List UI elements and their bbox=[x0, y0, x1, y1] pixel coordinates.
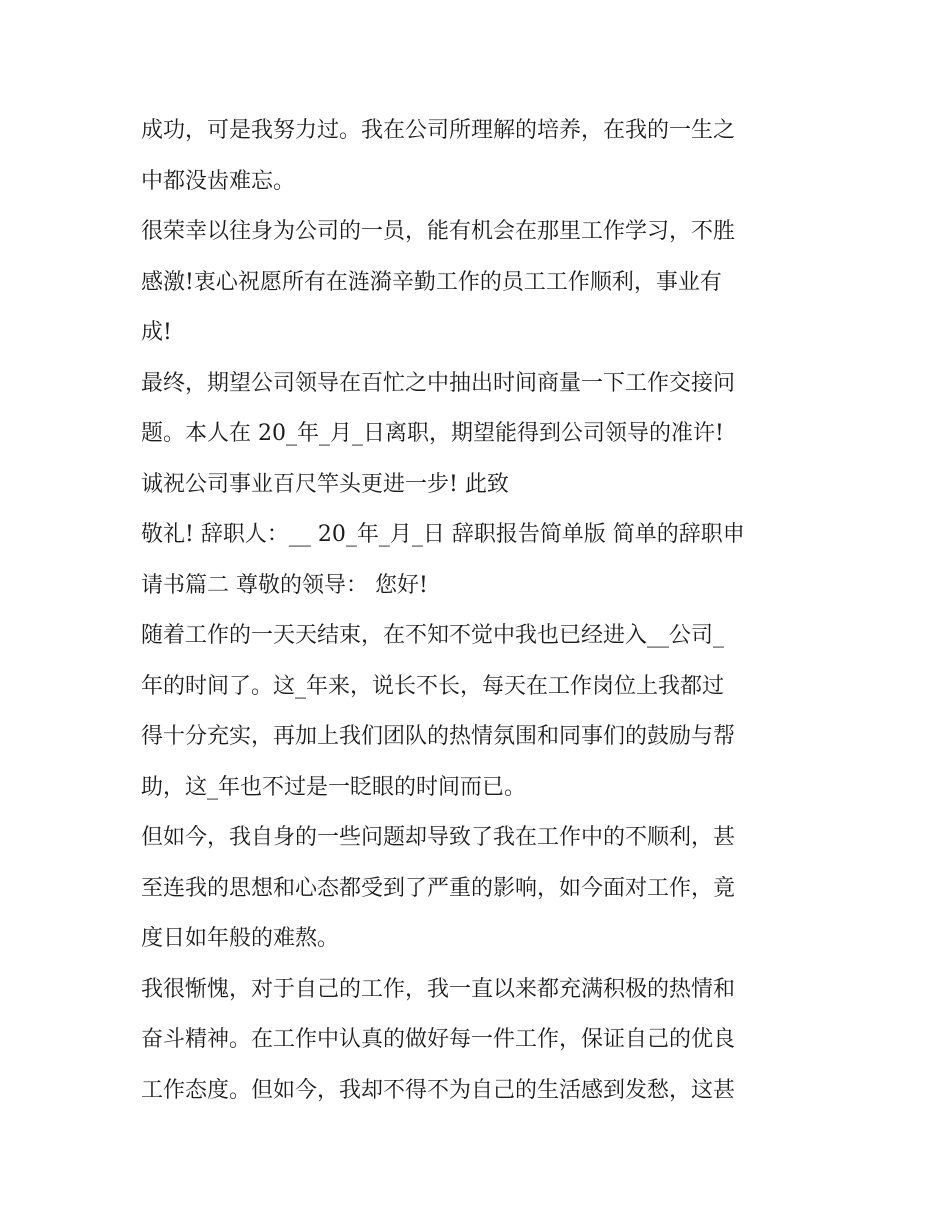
text-line: 奋斗精神。在工作中认真的做好每一件工作，保证自己的优良 bbox=[141, 1027, 736, 1052]
text-line: 助，这_年也不过是一眨眼的时间而已。 bbox=[141, 774, 527, 800]
text-line: 诚祝公司事业百尺竿头更进一步! 此致 bbox=[141, 471, 509, 497]
text-line: 最终，期望公司领导在百忙之中抽出时间商量一下工作交接问 bbox=[141, 370, 736, 396]
text-line: 至连我的思想和心态都受到了严重的影响，如今面对工作，竟 bbox=[141, 875, 736, 901]
text-line: 年的时间了。这_年来，说长不长，每天在工作岗位上我都过 bbox=[141, 673, 725, 699]
text-line: 中都没齿难忘。 bbox=[141, 168, 296, 194]
text-line: 但如今，我自身的一些问题却导致了我在工作中的不顺利，甚 bbox=[141, 825, 736, 850]
text-line: 成功，可是我努力过。我在公司所理解的培养，在我的一生之 bbox=[141, 118, 736, 143]
text-line: 很荣幸以往身为公司的一员，能有机会在那里工作学习，不胜 bbox=[141, 219, 736, 244]
text-line: 随着工作的一天天结束，在不知不觉中我也已经进入__公司_ bbox=[141, 623, 725, 648]
text-line: 敬礼! 辞职人：__ 20_年_月_日 辞职报告简单版 简单的辞职申 bbox=[141, 522, 745, 547]
text-line: 请书篇二 尊敬的领导： 您好! bbox=[141, 572, 428, 598]
text-line: 题。本人在 20_年_月_日离职，期望能得到公司领导的准许! bbox=[141, 421, 724, 446]
text-line: 工作态度。但如今，我却不得不为自己的生活感到发愁，这甚 bbox=[141, 1077, 736, 1103]
text-line: 得十分充实，再加上我们团队的热情氛围和同事们的鼓励与帮 bbox=[141, 724, 736, 749]
text-line: 感激!衷心祝愿所有在涟漪辛勤工作的员工工作顺利，事业有 bbox=[141, 269, 722, 295]
text-line: 我很惭愧，对于自己的工作，我一直以来都充满积极的热情和 bbox=[141, 976, 736, 1002]
text-line: 度日如年般的难熬。 bbox=[141, 926, 340, 951]
text-line: 成! bbox=[141, 320, 172, 345]
document-body bbox=[141, 106, 813, 1116]
